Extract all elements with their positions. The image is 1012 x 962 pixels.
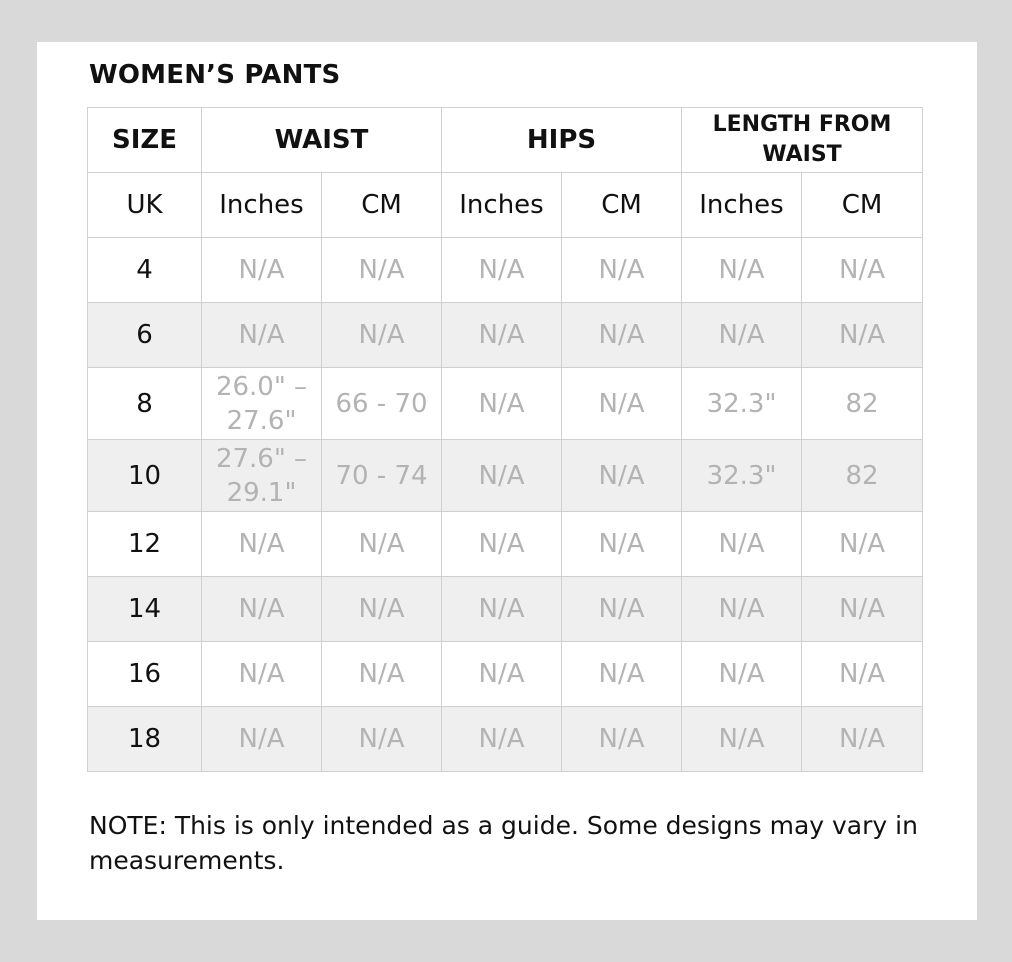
header-waist: WAIST — [202, 108, 442, 173]
hips-cm-cell: N/A — [562, 642, 682, 707]
waist-cm-cell: N/A — [322, 238, 442, 303]
waist-cm-cell: N/A — [322, 577, 442, 642]
size-cell: 4 — [88, 238, 202, 303]
length-inches-cell: N/A — [682, 642, 802, 707]
subheader-uk: UK — [88, 173, 202, 238]
table-row-size-14 — [88, 577, 923, 642]
header-row — [88, 108, 923, 173]
length-inches-cell: N/A — [682, 512, 802, 577]
subheader-waist-inches: Inches — [202, 173, 322, 238]
length-cm-cell: 82 — [802, 368, 923, 440]
table-row-size-10 — [88, 440, 923, 512]
subheader-hips-cm: CM — [562, 173, 682, 238]
waist-inches-cell: N/A — [202, 707, 322, 772]
length-cm-cell: 82 — [802, 440, 923, 512]
length-inches-cell: N/A — [682, 303, 802, 368]
waist-inches-cell: 26.0" – 27.6" — [202, 368, 322, 440]
waist-cm-cell: N/A — [322, 512, 442, 577]
guide-note: NOTE: This is only intended as a guide. Some designs may vary in measurements. — [89, 811, 918, 875]
subheader-row — [88, 173, 923, 238]
waist-inches-cell: N/A — [202, 303, 322, 368]
hips-inches-cell: N/A — [442, 440, 562, 512]
waist-inches-cell: N/A — [202, 577, 322, 642]
length-cm-cell: N/A — [802, 642, 923, 707]
size-cell: 6 — [88, 303, 202, 368]
hips-cm-cell: N/A — [562, 303, 682, 368]
length-inches-cell: N/A — [682, 707, 802, 772]
waist-cm-cell: N/A — [322, 303, 442, 368]
hips-cm-cell: N/A — [562, 707, 682, 772]
hips-cm-cell: N/A — [562, 368, 682, 440]
waist-cm-cell: N/A — [322, 707, 442, 772]
hips-inches-cell: N/A — [442, 368, 562, 440]
header-size: SIZE — [88, 108, 202, 173]
table-row-size-16 — [88, 642, 923, 707]
page-title: WOMEN’S PANTS — [89, 60, 341, 90]
hips-inches-cell: N/A — [442, 238, 562, 303]
length-cm-cell: N/A — [802, 577, 923, 642]
subheader-waist-cm: CM — [322, 173, 442, 238]
waist-cm-cell: 70 - 74 — [322, 440, 442, 512]
waist-cm-cell: N/A — [322, 642, 442, 707]
length-inches-cell: N/A — [682, 577, 802, 642]
length-inches-cell: 32.3" — [682, 368, 802, 440]
table-row-size-18 — [88, 707, 923, 772]
table-row-size-12 — [88, 512, 923, 577]
waist-inches-cell: N/A — [202, 642, 322, 707]
size-cell: 10 — [88, 440, 202, 512]
subheader-length-inches: Inches — [682, 173, 802, 238]
size-cell: 14 — [88, 577, 202, 642]
size-cell: 12 — [88, 512, 202, 577]
size-cell: 16 — [88, 642, 202, 707]
header-hips: HIPS — [442, 108, 682, 173]
hips-cm-cell: N/A — [562, 238, 682, 303]
waist-inches-cell: N/A — [202, 512, 322, 577]
waist-inches-cell: 27.6" – 29.1" — [202, 440, 322, 512]
hips-inches-cell: N/A — [442, 577, 562, 642]
subheader-hips-inches: Inches — [442, 173, 562, 238]
header-length-from-waist: LENGTH FROM WAIST — [682, 108, 923, 173]
size-cell: 18 — [88, 707, 202, 772]
length-inches-cell: N/A — [682, 238, 802, 303]
hips-cm-cell: N/A — [562, 577, 682, 642]
size-cell: 8 — [88, 368, 202, 440]
hips-inches-cell: N/A — [442, 303, 562, 368]
hips-inches-cell: N/A — [442, 512, 562, 577]
length-cm-cell: N/A — [802, 238, 923, 303]
length-cm-cell: N/A — [802, 512, 923, 577]
size-table — [87, 107, 923, 772]
length-inches-cell: 32.3" — [682, 440, 802, 512]
subheader-length-cm: CM — [802, 173, 923, 238]
length-cm-cell: N/A — [802, 303, 923, 368]
table-row-size-8 — [88, 368, 923, 440]
table-row-size-4 — [88, 238, 923, 303]
waist-inches-cell: N/A — [202, 238, 322, 303]
size-chart-card — [37, 42, 977, 920]
hips-cm-cell: N/A — [562, 440, 682, 512]
hips-inches-cell: N/A — [442, 707, 562, 772]
hips-cm-cell: N/A — [562, 512, 682, 577]
table-row-size-6 — [88, 303, 923, 368]
hips-inches-cell: N/A — [442, 642, 562, 707]
length-cm-cell: N/A — [802, 707, 923, 772]
waist-cm-cell: 66 - 70 — [322, 368, 442, 440]
